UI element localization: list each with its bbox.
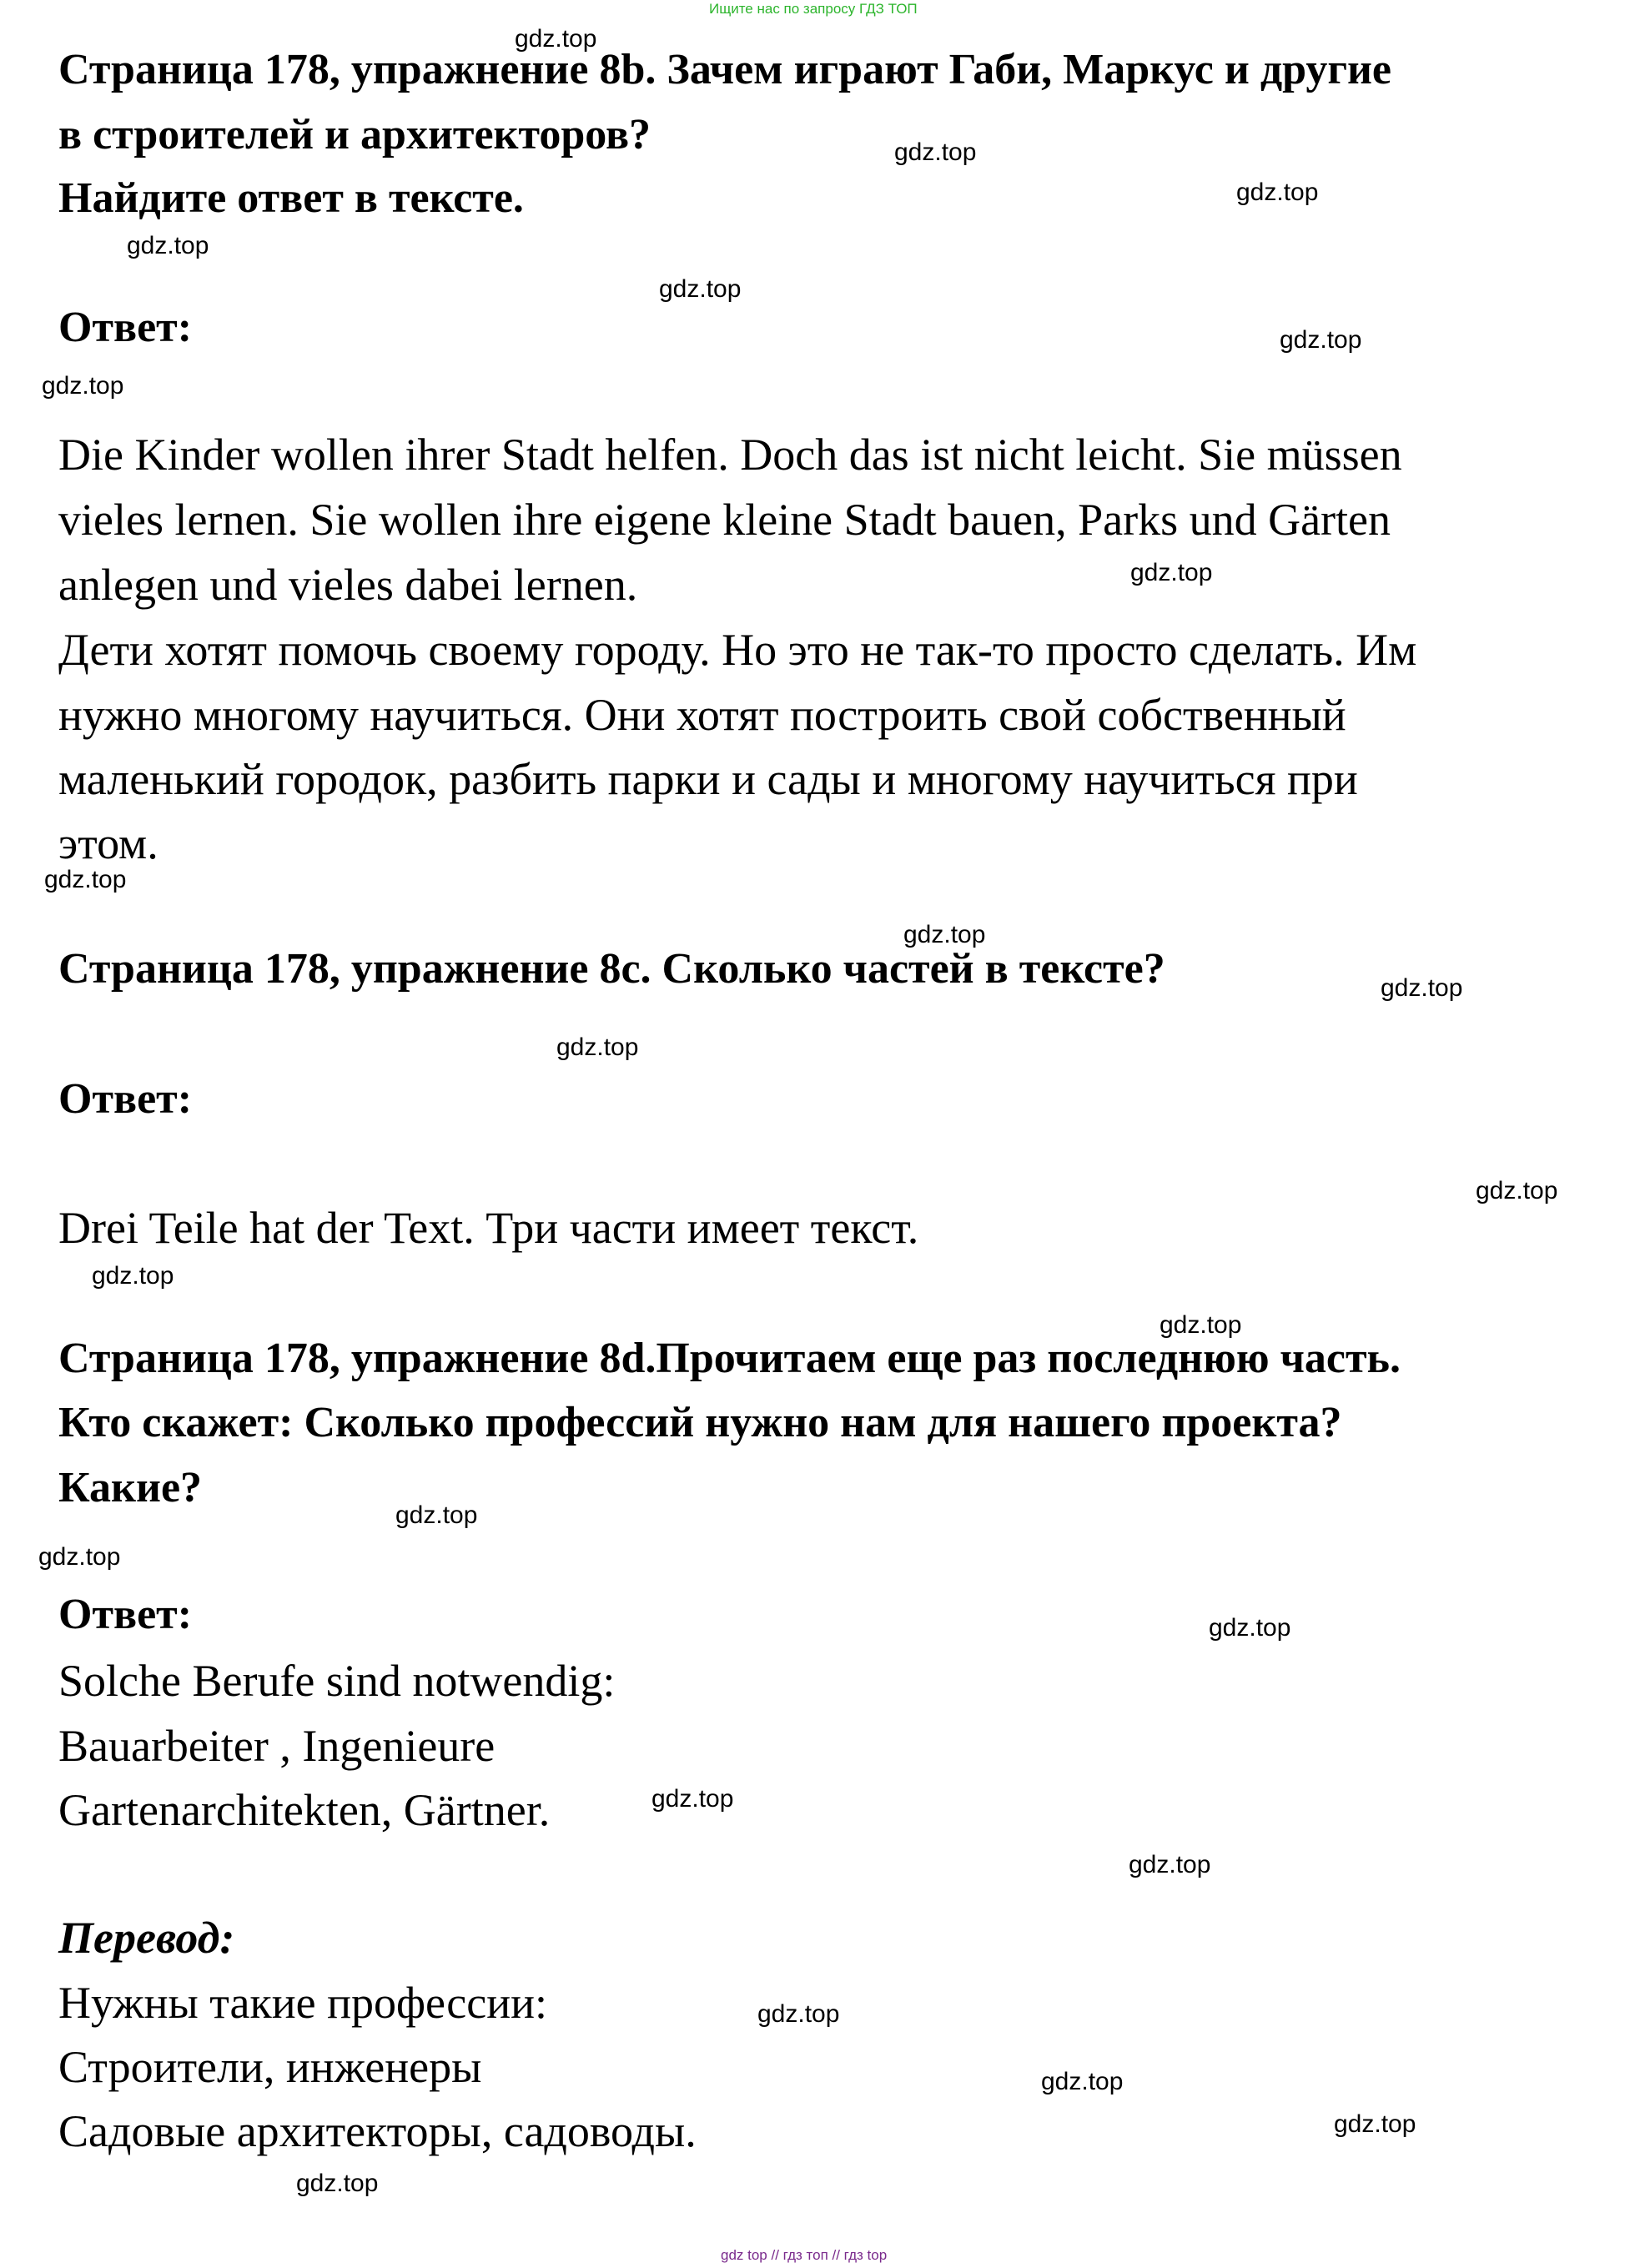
watermark: gdz.top [395, 1501, 478, 1529]
section3-translation-line3: Садовые архитекторы, садоводы. [58, 2106, 697, 2156]
watermark: gdz.top [894, 138, 977, 166]
section3-heading-line3: Какие? [58, 1464, 203, 1511]
section2-text-line1: Drei Teile hat der Text. Три части имеет текст. [58, 1203, 919, 1253]
watermark: gdz.top [44, 866, 127, 893]
top-banner[interactable]: Ищите нас по запросу ГДЗ ТОП [709, 1, 918, 17]
watermark: gdz.top [1280, 326, 1362, 354]
section1-text-line2: vieles lernen. Sie wollen ihre eigene kleine Stadt bauen, Parks und Gärten [58, 495, 1391, 545]
watermark: gdz.top [651, 1785, 734, 1813]
watermark: gdz.top [1476, 1177, 1558, 1204]
watermark: gdz.top [659, 275, 742, 303]
watermark: gdz.top [1334, 2110, 1416, 2138]
section1-heading-line2: в строителей и архитекторов? [58, 111, 651, 158]
section1-heading-line3: Найдите ответ в тексте. [58, 174, 524, 222]
watermark: gdz.top [296, 2170, 379, 2197]
section3-text-line3: Gartenarchitekten, Gärtner. [58, 1785, 551, 1835]
section3-translation-label: Перевод: [58, 1913, 235, 1963]
section3-heading-line1: Страница 178, упражнение 8d.Прочитаем еще раз последнюю часть. [58, 1335, 1401, 1382]
footer-links[interactable]: gdz top // гдз топ // гдз top [721, 2247, 888, 2263]
section1-text-line7: этом. [58, 818, 158, 868]
watermark: gdz.top [1129, 1851, 1211, 1878]
watermark: gdz.top [42, 372, 124, 400]
section1-text-line5: нужно многому научиться. Они хотят построить свой собственный [58, 690, 1346, 740]
watermark: gdz.top [903, 921, 986, 948]
section3-answer-label: Ответ: [58, 1591, 193, 1638]
section1-heading-line1: Страница 178, упражнение 8b. Зачем играют Габи, Маркус и другие [58, 46, 1392, 93]
section2-answer-label: Ответ: [58, 1075, 193, 1123]
section3-heading-line2: Кто скажет: Сколько профессий нужно нам для нашего проекта? [58, 1399, 1342, 1446]
watermark: gdz.top [1381, 974, 1463, 1002]
section1-text-line4: Дети хотят помочь своему городу. Но это не так-то просто сделать. Им [58, 625, 1417, 675]
watermark: gdz.top [1130, 559, 1213, 586]
section1-answer-label: Ответ: [58, 304, 193, 351]
section3-text-line1: Solche Berufe sind notwendig: [58, 1656, 616, 1706]
watermark: gdz.top [92, 1262, 174, 1290]
section1-text-line3: anlegen und vieles dabei lernen. [58, 560, 638, 610]
section3-translation-line1: Нужны такие профессии: [58, 1978, 548, 2028]
section2-heading-line1: Страница 178, упражнение 8с. Сколько частей в тексте? [58, 945, 1165, 993]
watermark: gdz.top [757, 2000, 840, 2028]
watermark: gdz.top [1041, 2068, 1124, 2095]
watermark: gdz.top [1160, 1311, 1242, 1339]
watermark: gdz.top [515, 25, 597, 53]
section1-text-line6: маленький городок, разбить парки и сады и многому научиться при [58, 754, 1358, 804]
watermark: gdz.top [556, 1033, 639, 1061]
section3-translation-line2: Строители, инженеры [58, 2042, 482, 2092]
section3-text-line2: Bauarbeiter , Ingenieure [58, 1721, 496, 1771]
watermark: gdz.top [1209, 1614, 1291, 1642]
section1-text-line1: Die Kinder wollen ihrer Stadt helfen. Doch das ist nicht leicht. Sie müssen [58, 430, 1402, 480]
watermark: gdz.top [127, 232, 209, 259]
watermark: gdz.top [1236, 179, 1319, 206]
watermark: gdz.top [38, 1543, 121, 1571]
